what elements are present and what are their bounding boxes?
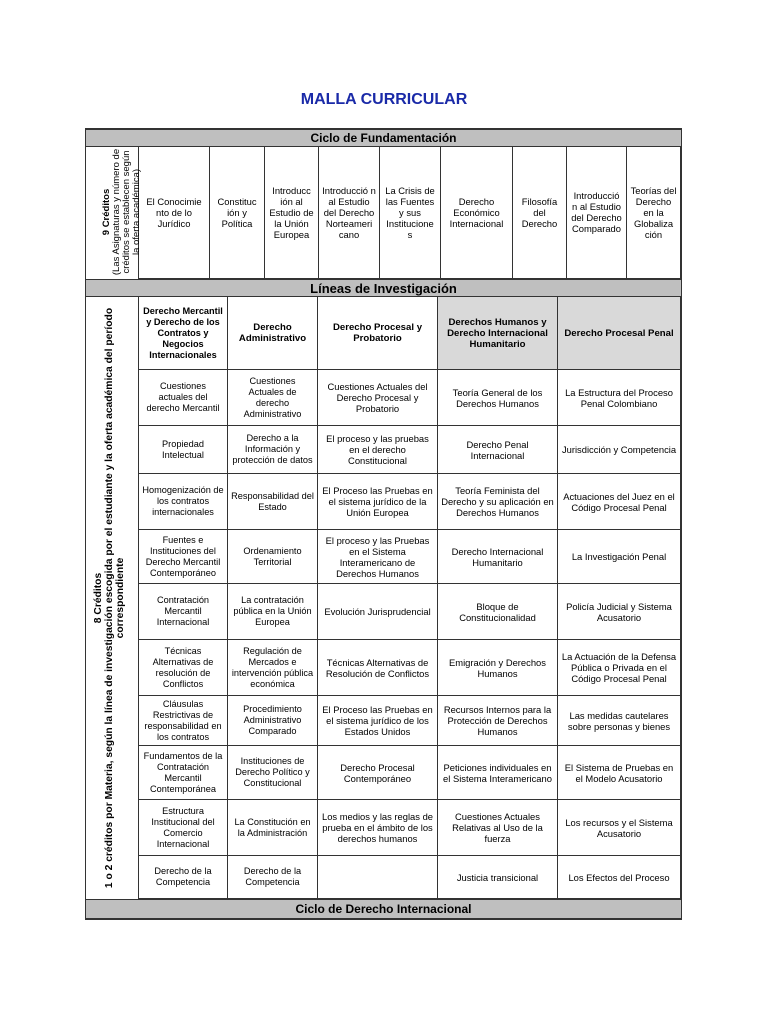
research-course: [318, 856, 438, 899]
research-course: El Proceso las Pruebas en el sistema jurídico de la Unión Europea: [318, 474, 438, 530]
fundamentacion-side-text: [101, 146, 142, 278]
research-course: La Investigación Penal: [558, 530, 681, 584]
research-course: Instituciones de Derecho Político y Constitucional: [228, 746, 318, 800]
research-course: Los Efectos del Proceso: [558, 856, 681, 899]
research-course: Fundamentos de la Contratación Mercantil Contemporánea: [139, 746, 228, 800]
investigacion-side-label: [86, 297, 139, 899]
research-course: Evolución Jurisprudencial: [318, 584, 438, 640]
research-course: Fuentes e Instituciones del Derecho Mercantil Contemporáneo: [139, 530, 228, 584]
fundamentacion-side-label: [86, 146, 142, 279]
fundamentacion-course: Introducció n al Estudio del Derecho Comparado: [567, 146, 627, 279]
research-course: Policía Judicial y Sistema Acusatorio: [558, 584, 681, 640]
research-course: Derecho de la Competencia: [228, 856, 318, 899]
research-course: Teoría Feminista del Derecho y su aplicación en Derechos Humanos: [438, 474, 558, 530]
research-course: Derecho Procesal Contemporáneo: [318, 746, 438, 800]
research-line-header: Derecho Administrativo: [228, 297, 318, 370]
research-course: Técnicas Alternativas de resolución de Conflictos: [139, 640, 228, 696]
research-course: Cuestiones Actuales de derecho Administrativo: [228, 370, 318, 426]
fundamentacion-course: Introducc ión al Estudio de la Unión Europea: [265, 146, 319, 279]
research-course: Las medidas cautelares sobre personas y bienes: [558, 696, 681, 746]
research-course: Cuestiones actuales del derecho Mercantil: [139, 370, 228, 426]
research-course: Contratación Mercantil Internacional: [139, 584, 228, 640]
research-course: Estructura Institucional del Comercio Internacional: [139, 800, 228, 856]
research-course: La Estructura del Proceso Penal Colombiano: [558, 370, 681, 426]
research-course: Jurisdicción y Competencia: [558, 426, 681, 474]
fundamentacion-course: El Conocimie nto de lo Jurídico: [139, 146, 210, 279]
fundamentacion-band: Ciclo de Fundamentación: [86, 129, 681, 147]
research-course: Justicia transicional: [438, 856, 558, 899]
research-course: Emigración y Derechos Humanos: [438, 640, 558, 696]
page-title: MALLA CURRICULAR: [300, 91, 468, 108]
fundamentacion-credits: 9 Créditos: [101, 188, 112, 236]
curricular-table: [85, 128, 682, 920]
research-course: Peticiones individuales en el Sistema Interamericano: [438, 746, 558, 800]
research-course: Técnicas Alternativas de Resolución de Conflictos: [318, 640, 438, 696]
research-course: Derecho Penal Internacional: [438, 426, 558, 474]
investigacion-side-text: [93, 301, 133, 895]
research-course: Recursos Internos para la Protección de Derechos Humanos: [438, 696, 558, 746]
research-course: Regulación de Mercados e intervención pública económica: [228, 640, 318, 696]
investigacion-band: Líneas de Investigación: [86, 279, 681, 297]
research-course: El Sistema de Pruebas en el Modelo Acusatorio: [558, 746, 681, 800]
research-line-header: Derecho Procesal y Probatorio: [318, 297, 438, 370]
research-course: Homogenización de los contratos internacionales: [139, 474, 228, 530]
fundamentacion-course: Filosofía del Derecho: [513, 146, 567, 279]
research-course: Derecho Internacional Humanitario: [438, 530, 558, 584]
research-course: Teoría General de los Derechos Humanos: [438, 370, 558, 426]
research-course: El Proceso las Pruebas en el sistema jurídico de los Estados Unidos: [318, 696, 438, 746]
research-course: Cuestiones Actuales del Derecho Procesal y Probatorio: [318, 370, 438, 426]
fundamentacion-course: Introducció n al Estudio del Derecho Norteameri cano: [319, 146, 380, 279]
fundamentacion-credits-note: (Las Asignaturas y número de créditos se establecen según la oferta académica): [111, 148, 142, 276]
research-course: La Actuación de la Defensa Pública o Privada en el Código Procesal Penal: [558, 640, 681, 696]
research-course: La Constitución en la Administración: [228, 800, 318, 856]
research-line-header: Derecho Mercantil y Derecho de los Contratos y Negocios Internacionales: [139, 297, 228, 370]
research-course: Propiedad Intelectual: [139, 426, 228, 474]
investigacion-credits-note: 1 o 2 créditos por Materia, según la línea de investigación escogida por el estudiante y la oferta académica del período correspondiente: [104, 307, 126, 889]
research-course: Ordenamiento Territorial: [228, 530, 318, 584]
research-course: El proceso y las pruebas en el derecho Constitucional: [318, 426, 438, 474]
fundamentacion-course: Constituc ión y Política: [210, 146, 265, 279]
research-course: Los medios y las reglas de prueba en el ámbito de los derechos humanos: [318, 800, 438, 856]
fundamentacion-course: La Crisis de las Fuentes y sus Institucione s: [380, 146, 441, 279]
fundamentacion-course: Teorías del Derecho en la Globaliza ción: [627, 146, 681, 279]
investigacion-credits: 8 Créditos: [93, 572, 104, 624]
research-course: Derecho a la Información y protección de datos: [228, 426, 318, 474]
research-course: Responsabilidad del Estado: [228, 474, 318, 530]
internacional-band: Ciclo de Derecho Internacional: [86, 899, 681, 919]
research-course: Cláusulas Restrictivas de responsabilidad en los contratos: [139, 696, 228, 746]
research-course: El proceso y las Pruebas en el Sistema Interamericano de Derechos Humanos: [318, 530, 438, 584]
research-line-header: Derechos Humanos y Derecho Internacional Humanitario: [438, 297, 558, 370]
research-course: Cuestiones Actuales Relativas al Uso de la fuerza: [438, 800, 558, 856]
fundamentacion-course: Derecho Económico Internacional: [441, 146, 513, 279]
research-course: Bloque de Constitucionalidad: [438, 584, 558, 640]
research-course: Los recursos y el Sistema Acusatorio: [558, 800, 681, 856]
research-line-header: Derecho Procesal Penal: [558, 297, 681, 370]
research-course: Derecho de la Competencia: [139, 856, 228, 899]
research-course: Actuaciones del Juez en el Código Procesal Penal: [558, 474, 681, 530]
research-course: Procedimiento Administrativo Comparado: [228, 696, 318, 746]
research-course: La contratación pública en la Unión Europea: [228, 584, 318, 640]
